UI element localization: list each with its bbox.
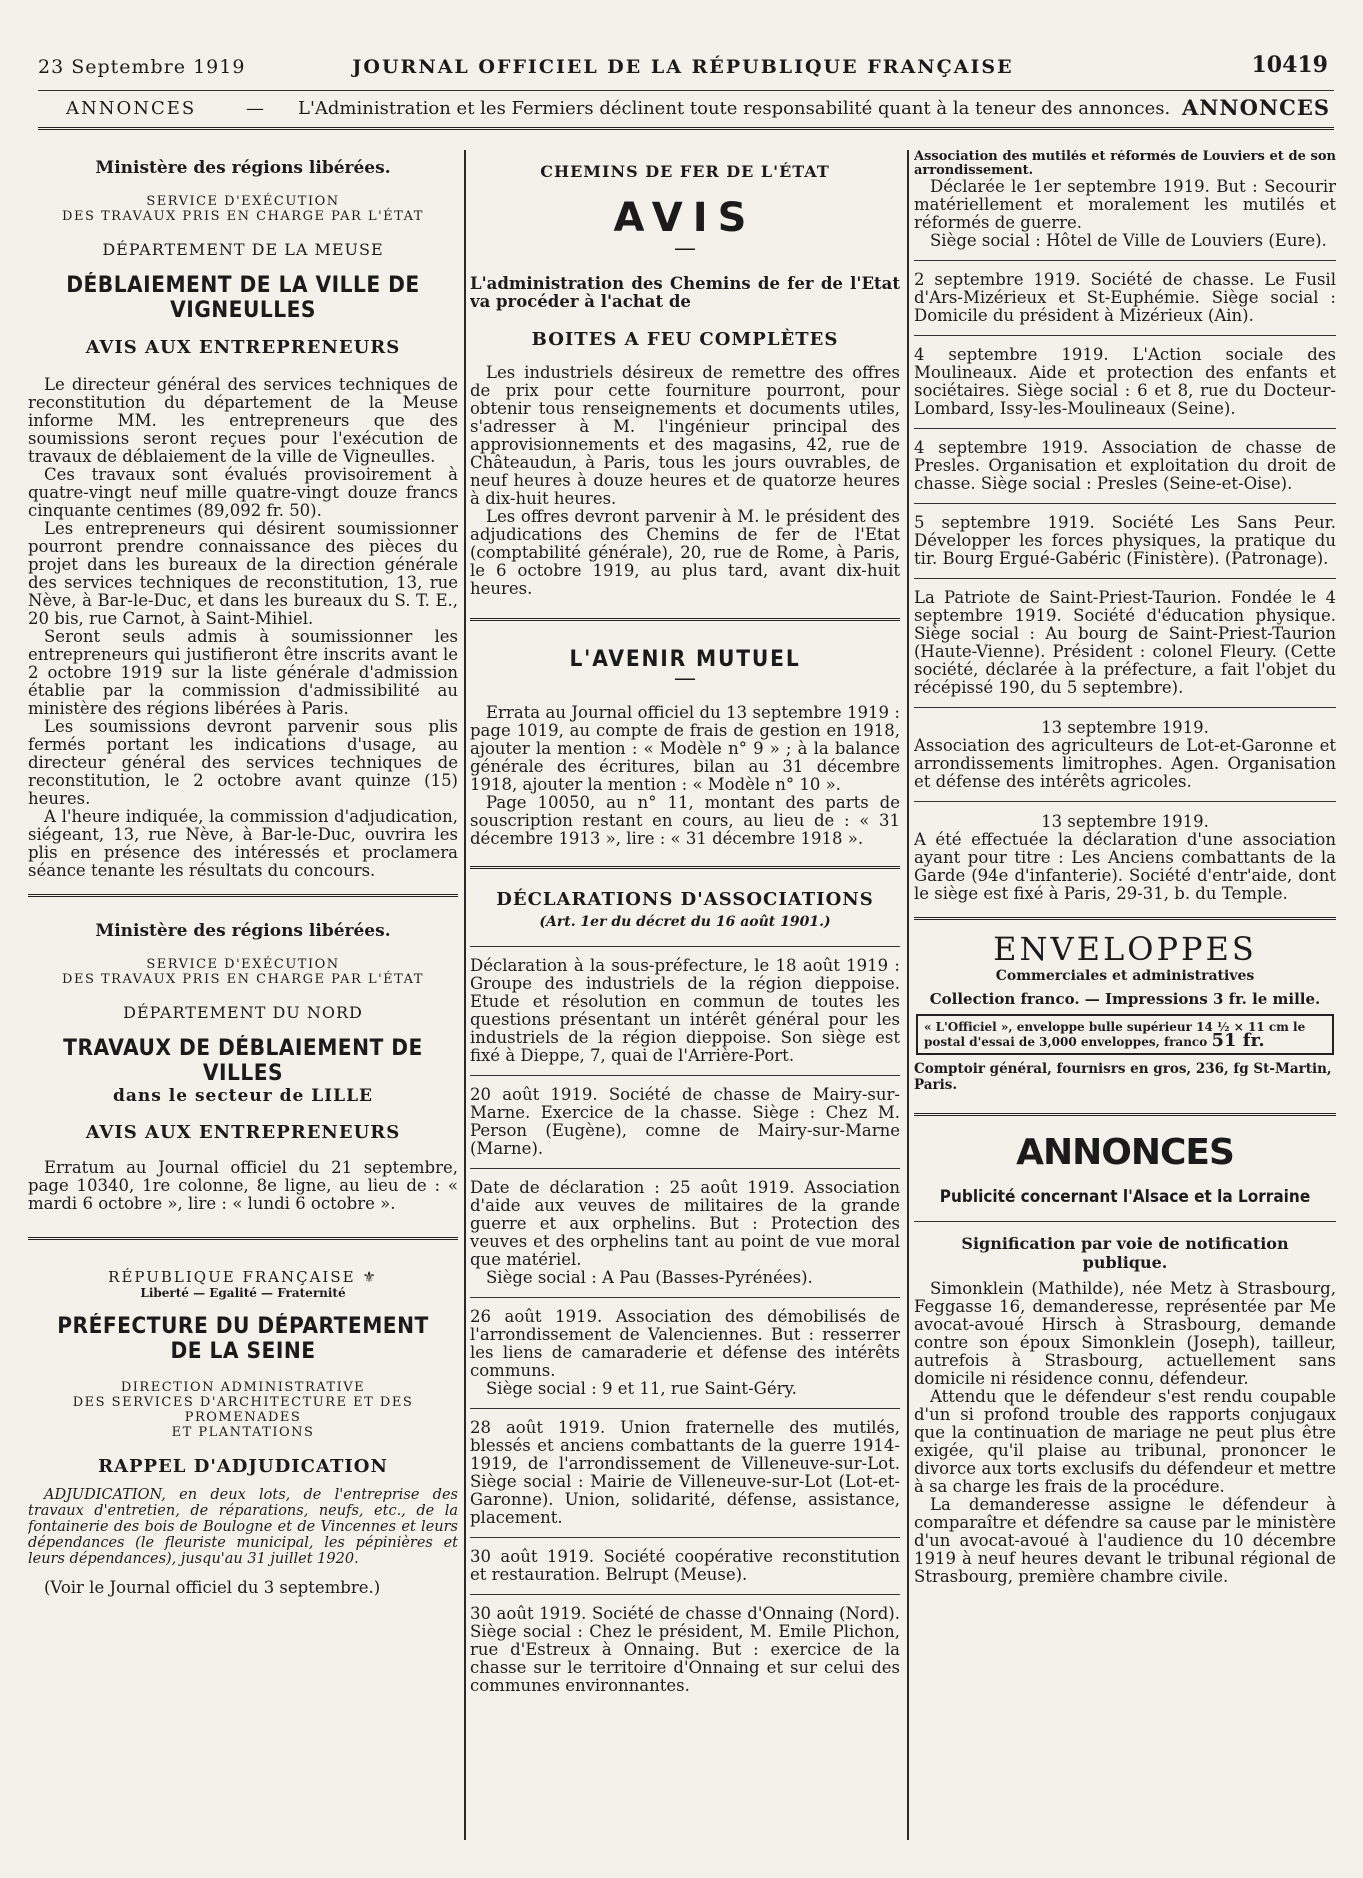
prefecture-title: PRÉFECTURE DU DÉPARTEMENT DE LA SEINE [57,1314,429,1364]
announcements-subtitle: Publicité concernant l'Alsace et la Lorraine [939,1187,1311,1207]
association-entry-seat: Siège social : Hôtel de Ville de Louviers (Eure). [930,231,1327,250]
column-1 [28,150,458,1850]
notice-paragraph: Les offres devront parvenir à M. le président des adjudications des Chemins de fer de l'Etat (comptabilité générale), 20, rue de Rome, à Paris, le 6 octobre 1919, au plus tard, avant dix-huit heures. [470,507,900,598]
column-2 [470,150,900,1850]
section-divider [470,618,900,621]
ministry-heading: Ministère des régions libérées. [95,158,391,178]
notice-title: DÉBLAIEMENT DE LA VILLE DE VIGNEULLES [66,273,420,323]
entry-divider [914,260,1336,261]
signification-paragraph: Attendu que le défendeur s'est rendu coupable d'un si profond trouble des rapports conjugaux que la continuation de mariage ne peut plus être exigée, qu'il plaise au tribunal, prononcer le divorce aux torts exclusifs du défendeur et mettre à sa charge les frais de la procédure. [914,1387,1336,1496]
entry-date: 13 septembre 1919. [1041,718,1209,737]
notice-paragraph: Les entrepreneurs qui désirent soumissionner pourront prendre connaissance des pièces du projet dans les bureaux de la direction générale des services techniques de reconstitution, 13, rue Nève, à Bar-le-Duc, et dans les bureaux du S. T. E., 20 bis, rue Carnot, à Saint-Mihiel. [28,519,458,628]
column-rule-2 [907,150,909,1840]
adjudication-paragraph: ADJUDICATION, en deux lots, de l'entreprise des travaux d'entretien, de réparations, neufs, etc., de la fontainerie des bois de Boulogne et de Vincennes et leurs dépendances (le fleuriste municipal, les pépinières et leurs dépendances), jusqu'au 31 juillet 1920. [28,1487,458,1567]
service-line-2: DES TRAVAUX PRIS EN CHARGE PAR L'ÉTAT [62,972,424,987]
emblem-icon: ⚜ [362,1268,378,1286]
service-line-2: DES TRAVAUX PRIS EN CHARGE PAR L'ÉTAT [62,209,424,224]
notice-paragraph: Ces travaux sont évalués provisoirement à quatre-vingt neuf mille quatre-vingt douze francs cinquante centimes (89,092 fr. 50). [28,465,458,520]
entry-divider [470,1297,900,1298]
envelopes-address: Comptoir général, fournisrs en gros, 236, fg St-Martin, Paris. [914,1061,1332,1093]
notice-subtitle: AVIS AUX ENTREPRENEURS [85,337,401,358]
association-entry: 20 août 1919. Société de chasse de Mairy-sur-Marne. Exercice de la chasse. Siège : Chez M. Person (Eugène), comne de Mairy-sur-Marne (Marne). [470,1085,900,1158]
association-entry-seat: Siège social : 9 et 11, rue Saint-Géry. [486,1379,797,1398]
notice-paragraph: Les industriels désireux de remettre des offres de prix pour cette fourniture pourront, pour obtenir tous renseignements et documents utiles, s'adresser à M. l'ingénieur principal des approvisionnements et des magasins, 42, rue de Châteaudun, à Paris, tous les jours ouvrables, de neuf heures à douze heures et de quatorze heures à dix-huit heures. [470,363,900,508]
section-divider [470,866,900,869]
republic-heading [28,1268,458,1286]
ministry-heading: Ministère des régions libérées. [95,921,391,941]
errata-paragraph: Page 10050, au n° 11, montant des parts de souscription restant en cours, au lieu de : « 31 décembre 1913 », lire : « 31 décembre 1918 ». [470,793,900,848]
header-journal-title: JOURNAL OFFICIEL DE LA RÉPUBLIQUE FRANÇAISE [352,56,1014,78]
section-divider [914,917,1336,920]
header-date: 23 Septembre 1919 [38,56,246,78]
association-entry: A été effectuée la déclaration d'une association ayant pour titre : Les Anciens combattants de la Garde (94e d'infanterie). Société d'entr'aide, dont le siège est fixé à Paris, 29-31, b. du Temple. [914,830,1336,903]
envelopes-price: 51 fr. [1211,1030,1265,1051]
entry-divider [470,1408,900,1409]
notice-paragraph: Les soumissions devront parvenir sous plis fermés portant les indications d'usage, au directeur général des services techniques de reconstitution, le 2 octobre avant quinze (15) heures. [28,717,458,808]
association-entry: 4 septembre 1919. Association de chasse de Presles. Organisation et exploitation du droit de chasse. Siège social : Presles (Seine-et-Oise). [914,438,1336,493]
department-heading: DÉPARTEMENT DU NORD [123,1003,363,1022]
association-entry: 5 septembre 1919. Société Les Sans Peur. Développer les forces physiques, la pratique du tir. Bourg Ergué-Gabéric (Finistère). (Patronage). [914,513,1336,568]
notice-paragraph: Seront seuls admis à soumissionner les entrepreneurs qui justifieront être inscrits avant le 2 octobre 1919 sur la liste générale d'admission établie par la commission d'admissibilité au ministère des régions libérées à Paris. [28,627,458,718]
associations-subheading: (Art. 1er du décret du 16 août 1901.) [539,914,831,930]
notice-paragraph: L'administration des Chemins de fer de l'Etat va procéder à l'achat de [470,274,900,311]
notice-title-line-2: dans le secteur de LILLE [113,1086,373,1106]
department-heading: DÉPARTEMENT DE LA MEUSE [102,240,384,259]
direction-line-3: ET PLANTATIONS [171,1425,315,1440]
association-entry: Date de déclaration : 25 août 1919. Association d'aide aux veuves de militaires de la grande guerre et aux orphelins. But : Protection des veuves et des orphelins tant au point de vue moral que matériel. [470,1178,900,1269]
erratum-paragraph: Erratum au Journal officiel du 21 septembre, page 10340, 1re colonne, 8e ligne, au lieu de : « mardi 6 octobre », lire : « lundi 6 octobre ». [28,1158,458,1213]
notice-subtitle: AVIS AUX ENTREPRENEURS [85,1122,401,1143]
service-line-1: SERVICE D'EXÉCUTION [146,194,340,209]
ornament-divider: — [674,666,696,691]
entry-divider [914,428,1336,429]
association-entry: 2 septembre 1919. Société de chasse. Le Fusil d'Ars-Mizérieux et St-Euphémie. Siège social : Domicile du président à Mizérieux (Ain). [914,270,1336,325]
page-header [38,52,1328,82]
envelopes-offer-box [916,1014,1334,1055]
avis-heading: AVIS [613,195,757,241]
announcements-title: ANNONCES [1016,1132,1234,1173]
association-entry: 30 août 1919. Société de chasse d'Onnaing (Nord). Siège social : Chez le président, M. Emile Plichon, rue d'Estreux à Onnaing. But : exercice de la chasse sur le territoire d'Onnaing et sur celui des communes environnantes. [470,1604,900,1695]
association-entry: Association des mutilés et réformés de Louviers et de son arrondissement. [914,150,1336,178]
header-disclaimer-bar [38,90,1334,130]
association-entry: 30 août 1919. Société coopérative reconstitution et restauration. Belrupt (Meuse). [470,1547,900,1584]
entry-divider [914,707,1336,708]
notice-paragraph: Le directeur général des services techniques de reconstitution du département de la Meuse informe MM. les entrepreneurs que des soumissions seront reçues pour l'exécution de travaux de déblaiement de la ville de Vigneulles. [28,375,458,466]
notice-subtitle: RAPPEL D'ADJUDICATION [98,1456,388,1477]
notice-title: BOITES A FEU COMPLÈTES [531,329,839,350]
republic-text: RÉPUBLIQUE FRANÇAISE [108,1268,356,1286]
entry-date: 13 septembre 1919. [1041,812,1209,831]
signification-paragraph: Simonklein (Mathilde), née Metz à Strasbourg, Feggasse 16, demanderesse, représentée par Me avocat-avoué Hirsch à Strasbourg, demande contre son époux Simonklein (Joseph), tailleur, autrefois à Strasbourg, actuellement sans domicile ni résidence connu, défendeur. [914,1279,1336,1388]
entry-divider [914,578,1336,579]
association-entry-seat: Siège social : A Pau (Basses-Pyrénées). [486,1268,813,1287]
section-divider [28,894,458,897]
direction-line-2: DES SERVICES D'ARCHITECTURE ET DES PROMENADES [72,1395,414,1425]
association-entry: La Patriote de Saint-Priest-Taurion. Fondée le 4 septembre 1919. Société d'éducation physique. Siège social : Au bourg de Saint-Priest-Taurion (Haute-Vienne). Président : colonel Fleury. (Cette société, déclarée à la préfecture, a fait l'objet du récépissé 190, du 5 septembre). [914,588,1336,697]
notice-title: TRAVAUX DE DÉBLAIEMENT DE VILLES [63,1036,423,1086]
column-rule-1 [464,150,466,1840]
header-right-tag: ANNONCES [1181,95,1330,120]
entry-divider [470,1075,900,1076]
column-3 [914,150,1336,1850]
header-left-tag: ANNONCES [66,98,197,119]
entry-divider [470,1537,900,1538]
entry-divider [470,1168,900,1169]
signification-paragraph: La demanderesse assigne le défendeur à comparaître et défendre sa cause par le ministère d'un avocat-avoué à l'audience du 10 décembre 1919 à neuf heures devant le tribunal régional de Strasbourg, première chambre civile. [914,1495,1336,1586]
envelopes-collection-line: Collection franco. — Impressions 3 fr. le mille. [929,990,1321,1008]
notice-paragraph: A l'heure indiquée, la commission d'adjudication, siégeant, 13, rue Nève, à Bar-le-Duc, ouvrira les plis en présence des intéressés et proclamera séance tenante les résultats du concours. [28,807,458,880]
association-entry: Déclaration à la sous-préfecture, le 18 août 1919 : Groupe des industriels de la région dieppoise. Etude et résolution en commun de toutes les questions présentant un intérêt général pour les industriels de la région dieppoise. Son siège est fixé à Dieppe, 7, quai de l'Arrière-Port. [470,956,900,1065]
errata-paragraph: Errata au Journal officiel du 13 septembre 1919 : page 1019, au compte de frais de gestion en 1918, ajouter la mention : « Modèle n° 9 » ; à la balance générale des écritures, bilan au 31 décembre 1918, ajouter la mention : « Modèle n° 10 ». [470,703,900,794]
signification-title: Signification par voie de notification publique. [961,1234,1289,1272]
association-entry: Déclarée le 1er septembre 1919. But : Secourir matériellement et moralement les mutilés et réformés de guerre. [914,177,1336,232]
envelopes-subtitle: Commerciales et administratives [995,968,1255,984]
association-entry: 28 août 1919. Union fraternelle des mutilés, blessés et anciens combattants de la guerre 1914-1919, de l'arrondissement de Villeneuve-sur-Lot. Siège social : Mairie de Villeneuve-sur-Lot (Lot-et-Garonne). Union, solidarité, défense, assistance, placement. [470,1418,900,1527]
republic-motto: Liberté — Egalité — Fraternité [140,1286,346,1300]
associations-heading: DÉCLARATIONS D'ASSOCIATIONS [496,889,874,910]
service-line-1: SERVICE D'EXÉCUTION [146,957,340,972]
direction-line-1: DIRECTION ADMINISTRATIVE [120,1380,366,1395]
envelopes-offer-text: « L'Officiel », enveloppe bulle supérieur 14 ½ × 11 cm le postal d'essai de 3,000 enveloppes, franco [924,1020,1306,1049]
notice-title: L'AVENIR MUTUEL [569,647,801,672]
header-disclaimer: L'Administration et les Fermiers déclinent toute responsabilité quant à la teneur des annonces. [298,98,1171,119]
railway-heading: CHEMINS DE FER DE L'ÉTAT [540,162,830,181]
reference-line: (Voir le Journal officiel du 3 septembre.) [44,1578,381,1597]
entry-divider [470,946,900,947]
association-entry: Association des agriculteurs de Lot-et-Garonne et arrondissements limitrophes. Agen. Organisation et défense des intérêts agricoles. [914,736,1336,791]
entry-divider [914,801,1336,802]
ornament-divider: — [674,236,696,261]
association-entry: 26 août 1919. Association des démobilisés de l'arrondissement de Valenciennes. But : resserrer les liens de camaraderie et défense des intérêts communs. [470,1307,900,1380]
section-divider [914,1113,1336,1116]
entry-divider [914,503,1336,504]
entry-divider [914,1221,1336,1222]
entry-divider [470,1594,900,1595]
association-entry: 4 septembre 1919. L'Action sociale des Moulineaux. Aide et protection des enfants et sociétaires. Siège social : 6 et 8, rue du Docteur-Lombard, Issy-les-Moulineaux (Seine). [914,345,1336,418]
envelopes-title: ENVELOPPES [993,930,1257,968]
header-page-number: 10419 [1251,52,1328,78]
section-divider [28,1237,458,1240]
header-dash: — [246,98,264,119]
entry-divider [914,335,1336,336]
